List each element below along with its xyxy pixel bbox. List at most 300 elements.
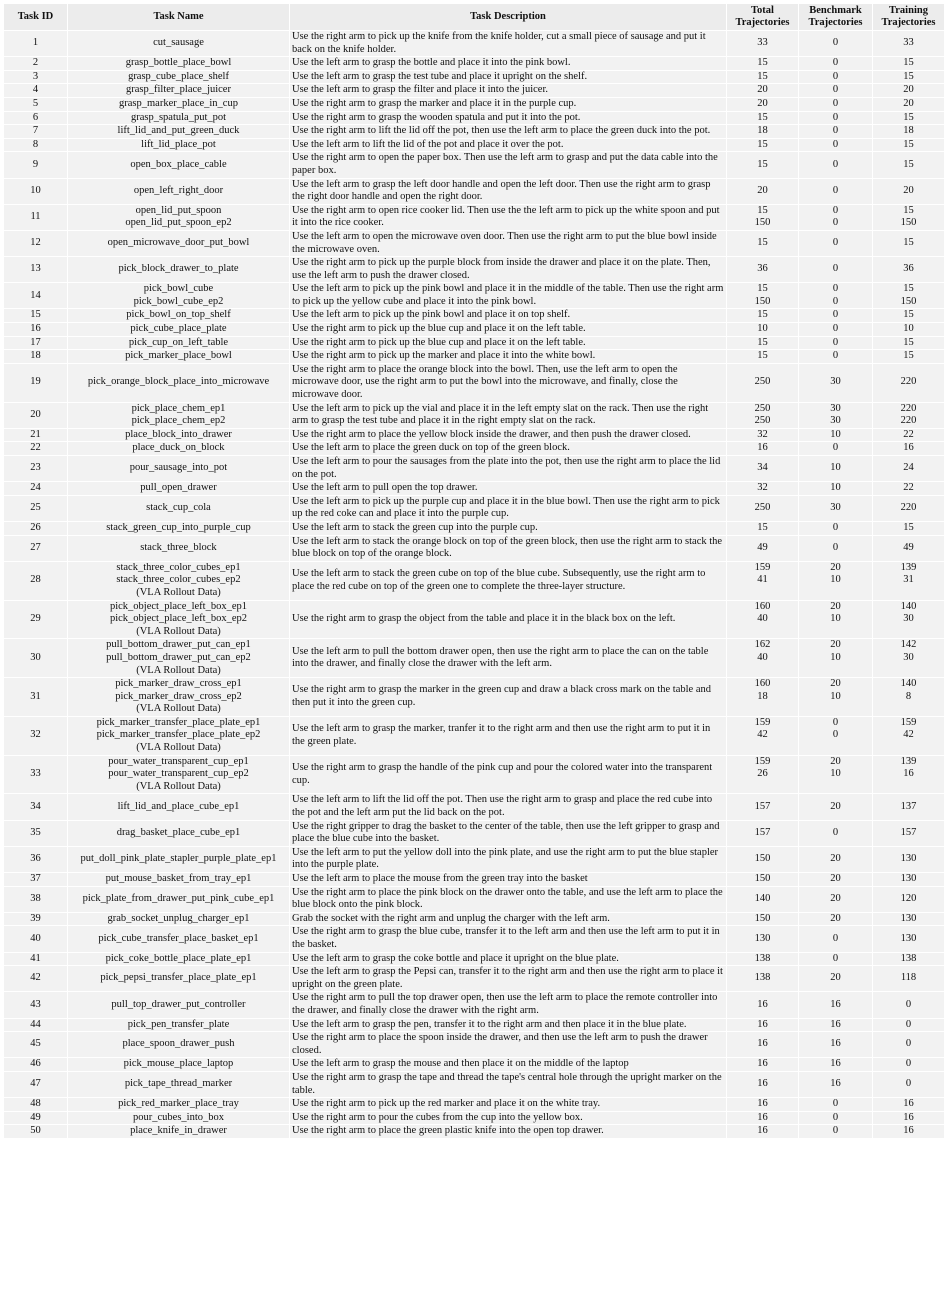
training-trajectories-cell	[873, 926, 945, 952]
training-trajectories-value: 20	[903, 184, 914, 196]
task-description-cell: Use the right arm to lift the lid off the pot, then use the left arm to place the green duck into the pot.	[290, 125, 727, 139]
benchmark-trajectories-value: 20	[830, 853, 841, 865]
task-name-cell	[68, 535, 290, 561]
task-table-body	[4, 31, 945, 1139]
task-name-cell	[68, 257, 290, 283]
training-trajectories-value: 220	[900, 376, 917, 388]
task-description-cell: Use the left arm to open the microwave oven door. Then use the right arm to put the blue bowl inside the microwave oven.	[290, 230, 727, 256]
task-name-cell	[68, 57, 290, 71]
task-id-cell: 3	[4, 70, 68, 84]
task-description-cell: Use the right arm to place the spoon inside the drawer, and then use the left arm to push the drawer closed.	[290, 1032, 727, 1058]
benchmark-trajectories-value: 0	[832, 263, 839, 275]
benchmark-trajectories-cell	[799, 794, 873, 820]
task-description-cell: Use the left arm to place the green duck on top of the green block.	[290, 442, 727, 456]
total-trajectories-value: 18	[757, 690, 768, 702]
task-name-cell	[68, 1018, 290, 1032]
benchmark-trajectories-value: 0	[832, 70, 839, 82]
total-trajectories-cell	[727, 97, 799, 111]
task-name: pick_place_chem_ep1	[131, 402, 226, 414]
task-id-cell: 21	[4, 428, 68, 442]
task-name: pick_pepsi_transfer_place_plate_ep1	[100, 972, 257, 984]
task-id-cell: 46	[4, 1058, 68, 1072]
training-trajectories-cell	[873, 1058, 945, 1072]
task-id-cell: 30	[4, 639, 68, 678]
task-name-cell	[68, 716, 290, 755]
total-trajectories-cell	[727, 84, 799, 98]
task-name-cell	[68, 111, 290, 125]
task-name: place_block_into_drawer	[125, 428, 232, 440]
task-id-cell: 37	[4, 873, 68, 887]
training-trajectories-value: 15	[903, 336, 914, 348]
header-total-line-1: Total	[751, 5, 774, 16]
task-name: pick_cup_on_left_table	[128, 336, 229, 348]
benchmark-trajectories-value: 30	[830, 415, 841, 427]
task-name: open_box_place_cable	[130, 158, 227, 170]
table-row	[4, 283, 945, 309]
benchmark-trajectories-cell	[799, 639, 873, 678]
training-trajectories-value: 8	[905, 690, 912, 702]
header-task-name: Task Name	[68, 4, 290, 31]
benchmark-trajectories-value: 30	[830, 376, 841, 388]
total-trajectories-value: 16	[757, 1018, 768, 1030]
task-description-cell: Use the left arm to grasp the test tube and place it upright on the shelf.	[290, 70, 727, 84]
task-id-cell: 14	[4, 283, 68, 309]
benchmark-trajectories-value: 16	[830, 1018, 841, 1030]
task-description-cell: Use the right arm to grasp the marker and place it in the purple cup.	[290, 97, 727, 111]
total-trajectories-value: 15	[757, 204, 768, 216]
task-name: put_doll_pink_plate_stapler_purple_plate_ep1	[80, 853, 277, 865]
training-trajectories-value: 139	[900, 755, 917, 767]
task-name: put_mouse_basket_from_tray_ep1	[105, 873, 252, 884]
training-trajectories-value: 130	[900, 853, 917, 865]
training-trajectories-value: 24	[903, 462, 914, 474]
training-trajectories-value: 140	[900, 600, 917, 612]
task-name-cell	[68, 678, 290, 717]
task-description-cell: Use the left arm to stack the green cup into the purple cup.	[290, 521, 727, 535]
training-trajectories-cell	[873, 755, 945, 794]
task-id-cell: 41	[4, 952, 68, 966]
benchmark-trajectories-value: 0	[832, 57, 839, 69]
header-bench-line-2: Trajectories	[808, 17, 863, 28]
total-trajectories-cell	[727, 886, 799, 912]
benchmark-trajectories-cell	[799, 561, 873, 600]
task-description-cell: Use the right arm to grasp the marker in the green cup and draw a black cross mark on the table and then put it into the green cup.	[290, 678, 727, 717]
total-trajectories-cell	[727, 639, 799, 678]
training-trajectories-value: 0	[905, 1058, 912, 1070]
table-row	[4, 820, 945, 846]
task-name: pick_cube_transfer_place_basket_ep1	[98, 932, 259, 944]
task-description-cell: Use the right arm to grasp the wooden spatula and put it into the pot.	[290, 111, 727, 125]
total-trajectories-value: 130	[754, 932, 771, 944]
benchmark-trajectories-value: 0	[832, 336, 839, 348]
benchmark-trajectories-value: 0	[832, 323, 839, 335]
total-trajectories-cell	[727, 442, 799, 456]
benchmark-trajectories-cell	[799, 678, 873, 717]
task-id-cell: 27	[4, 535, 68, 561]
task-id-cell: 25	[4, 495, 68, 521]
benchmark-trajectories-cell	[799, 309, 873, 323]
benchmark-trajectories-value: 10	[830, 462, 841, 474]
total-trajectories-cell	[727, 178, 799, 204]
benchmark-trajectories-value: 0	[832, 826, 839, 838]
header-train-line-2: Trajectories	[881, 17, 936, 28]
table-row	[4, 428, 945, 442]
total-trajectories-cell	[727, 755, 799, 794]
training-trajectories-value: 157	[900, 826, 917, 838]
training-trajectories-cell	[873, 521, 945, 535]
training-trajectories-value: 139	[900, 561, 917, 573]
task-name: pour_cubes_into_box	[133, 1111, 224, 1123]
task-description-cell: Use the left arm to pull the bottom drawer open, then use the right arm to place the can on the table into the drawer, and finally close the drawer with the left arm.	[290, 639, 727, 678]
benchmark-trajectories-value: 30	[830, 502, 841, 514]
table-row	[4, 456, 945, 482]
training-trajectories-cell	[873, 70, 945, 84]
benchmark-trajectories-value: 20	[830, 892, 841, 904]
training-trajectories-value: 159	[900, 716, 917, 728]
task-description-cell: Use the left arm to grasp the coke bottle and place it upright on the blue plate.	[290, 952, 727, 966]
total-trajectories-cell	[727, 111, 799, 125]
benchmark-trajectories-value: 0	[832, 97, 839, 109]
task-id-cell: 31	[4, 678, 68, 717]
total-trajectories-cell	[727, 535, 799, 561]
total-trajectories-cell	[727, 716, 799, 755]
table-row	[4, 57, 945, 71]
training-trajectories-cell	[873, 1111, 945, 1125]
benchmark-trajectories-cell	[799, 84, 873, 98]
total-trajectories-value: 16	[757, 1098, 768, 1110]
total-trajectories-value: 20	[757, 97, 768, 109]
benchmark-trajectories-cell	[799, 1098, 873, 1112]
task-name-cell	[68, 794, 290, 820]
benchmark-trajectories-value: 0	[832, 1125, 839, 1137]
task-name: grasp_spatula_put_pot	[130, 111, 227, 123]
task-name: pour_water_transparent_cup_ep2	[108, 768, 249, 780]
task-description-cell: Use the left arm to grasp the left door handle and open the left door. Then use the right arm to grasp the right door handle and open the right door.	[290, 178, 727, 204]
benchmark-trajectories-value: 0	[832, 217, 839, 229]
task-description-cell: Use the right arm to pull the top drawer open, then use the left arm to place the remote controller into the drawer, and finally close the drawer with the right arm.	[290, 992, 727, 1018]
training-trajectories-value: 15	[903, 237, 914, 249]
table-row	[4, 1098, 945, 1112]
benchmark-trajectories-value: 10	[830, 428, 841, 440]
task-id-cell: 5	[4, 97, 68, 111]
benchmark-trajectories-cell	[799, 926, 873, 952]
training-trajectories-value: 22	[903, 428, 914, 440]
table-row	[4, 755, 945, 794]
training-trajectories-cell	[873, 482, 945, 496]
training-trajectories-value: 0	[905, 998, 912, 1010]
total-trajectories-value: 15	[757, 336, 768, 348]
total-trajectories-value: 34	[757, 462, 768, 474]
total-trajectories-value: 160	[754, 678, 771, 690]
table-row	[4, 678, 945, 717]
task-description-cell: Use the right arm to grasp the tape and thread the tape's central hole through the upright marker on the table.	[290, 1071, 727, 1097]
total-trajectories-cell	[727, 204, 799, 230]
table-row	[4, 1125, 945, 1139]
benchmark-trajectories-cell	[799, 820, 873, 846]
task-id-cell: 32	[4, 716, 68, 755]
benchmark-trajectories-cell	[799, 873, 873, 887]
training-trajectories-cell	[873, 257, 945, 283]
task-name: drag_basket_place_cube_ep1	[116, 826, 241, 838]
training-trajectories-cell	[873, 336, 945, 350]
task-name: (VLA Rollout Data)	[136, 586, 221, 598]
task-name: pick_mouse_place_laptop	[123, 1058, 234, 1070]
total-trajectories-cell	[727, 873, 799, 887]
total-trajectories-value: 41	[757, 574, 768, 586]
table-row	[4, 912, 945, 926]
training-trajectories-value: 130	[900, 932, 917, 944]
benchmark-trajectories-cell	[799, 1071, 873, 1097]
benchmark-trajectories-cell	[799, 886, 873, 912]
training-trajectories-cell	[873, 678, 945, 717]
training-trajectories-value: 0	[905, 1018, 912, 1030]
training-trajectories-value: 15	[903, 309, 914, 321]
task-name: pour_water_transparent_cup_ep1	[108, 755, 249, 767]
task-name-cell	[68, 309, 290, 323]
task-id-cell: 11	[4, 204, 68, 230]
task-name-cell	[68, 952, 290, 966]
table-row	[4, 482, 945, 496]
header-bench-line-1: Benchmark	[809, 5, 862, 16]
task-name-cell	[68, 561, 290, 600]
total-trajectories-value: 250	[754, 415, 771, 427]
training-trajectories-cell	[873, 966, 945, 992]
task-description-cell: Use the left arm to pour the sausages from the plate into the pot, then use the right arm to place the lid on the pot.	[290, 456, 727, 482]
total-trajectories-value: 159	[754, 561, 771, 573]
total-trajectories-cell	[727, 1098, 799, 1112]
task-name: pull_top_drawer_put_controller	[111, 998, 246, 1010]
task-name: pick_place_chem_ep2	[131, 415, 226, 427]
total-trajectories-value: 16	[757, 1078, 768, 1090]
training-trajectories-cell	[873, 428, 945, 442]
task-id-cell: 2	[4, 57, 68, 71]
benchmark-trajectories-value: 20	[830, 561, 841, 573]
total-trajectories-value: 16	[757, 1125, 768, 1137]
total-trajectories-value: 150	[754, 853, 771, 865]
total-trajectories-value: 15	[757, 111, 768, 123]
table-row	[4, 926, 945, 952]
task-name-cell	[68, 84, 290, 98]
total-trajectories-value: 20	[757, 184, 768, 196]
benchmark-trajectories-cell	[799, 912, 873, 926]
training-trajectories-value: 16	[903, 768, 914, 780]
task-id-cell: 10	[4, 178, 68, 204]
benchmark-trajectories-cell	[799, 1018, 873, 1032]
training-trajectories-cell	[873, 561, 945, 600]
benchmark-trajectories-value: 16	[830, 1038, 841, 1050]
training-trajectories-cell	[873, 495, 945, 521]
task-id-cell: 42	[4, 966, 68, 992]
task-id-cell: 8	[4, 138, 68, 152]
header-task-description: Task Description	[290, 4, 727, 31]
benchmark-trajectories-value: 0	[832, 309, 839, 321]
task-name-cell	[68, 482, 290, 496]
training-trajectories-cell	[873, 178, 945, 204]
training-trajectories-cell	[873, 350, 945, 364]
task-description-cell: Use the left arm to stack the green cube on top of the blue cube. Subsequently, use the right arm to place the red cube on top of the green one to complete the three-layer structure.	[290, 561, 727, 600]
task-id-cell: 44	[4, 1018, 68, 1032]
training-trajectories-value: 18	[903, 125, 914, 137]
benchmark-trajectories-value: 0	[832, 442, 839, 454]
task-id-cell: 49	[4, 1111, 68, 1125]
training-trajectories-cell	[873, 402, 945, 428]
total-trajectories-cell	[727, 600, 799, 639]
task-id-cell: 35	[4, 820, 68, 846]
training-trajectories-value: 15	[903, 111, 914, 123]
table-row	[4, 846, 945, 872]
task-name-cell	[68, 283, 290, 309]
total-trajectories-cell	[727, 1018, 799, 1032]
task-name-cell	[68, 178, 290, 204]
total-trajectories-cell	[727, 257, 799, 283]
task-name: (VLA Rollout Data)	[136, 703, 221, 715]
benchmark-trajectories-value: 0	[832, 204, 839, 216]
training-trajectories-value: 36	[903, 263, 914, 275]
benchmark-trajectories-value: 20	[830, 972, 841, 984]
task-id-cell: 26	[4, 521, 68, 535]
benchmark-trajectories-cell	[799, 846, 873, 872]
training-trajectories-cell	[873, 442, 945, 456]
task-description-cell: Use the left arm to place the mouse from the green tray into the basket	[290, 873, 727, 887]
task-name: stack_three_color_cubes_ep2	[116, 574, 241, 586]
total-trajectories-value: 160	[754, 600, 771, 612]
training-trajectories-cell	[873, 204, 945, 230]
task-name: pick_coke_bottle_place_plate_ep1	[105, 952, 252, 964]
training-trajectories-cell	[873, 952, 945, 966]
table-row	[4, 84, 945, 98]
task-id-cell: 39	[4, 912, 68, 926]
training-trajectories-value: 15	[903, 204, 914, 216]
benchmark-trajectories-value: 0	[832, 84, 839, 96]
training-trajectories-value: 20	[903, 84, 914, 96]
task-name: pick_plate_from_drawer_put_pink_cube_ep1	[82, 892, 275, 904]
task-name-cell	[68, 442, 290, 456]
task-id-cell: 24	[4, 482, 68, 496]
task-name-cell	[68, 323, 290, 337]
task-name-cell	[68, 31, 290, 57]
benchmark-trajectories-cell	[799, 952, 873, 966]
training-trajectories-value: 49	[903, 541, 914, 553]
task-description-cell: Use the right arm to grasp the blue cube, transfer it to the left arm and then use the left arm to put it in the basket.	[290, 926, 727, 952]
training-trajectories-cell	[873, 1032, 945, 1058]
task-name: lift_lid_place_pot	[141, 138, 216, 150]
task-description-cell: Use the right arm to open rice cooker lid. Then use the the left arm to pick up the white spoon and put it into the rice cooker.	[290, 204, 727, 230]
benchmark-trajectories-cell	[799, 257, 873, 283]
task-name: pick_bowl_cube	[143, 283, 214, 295]
total-trajectories-value: 42	[757, 729, 768, 741]
total-trajectories-value: 150	[754, 295, 771, 307]
total-trajectories-value: 36	[757, 263, 768, 275]
training-trajectories-value: 220	[900, 502, 917, 514]
total-trajectories-value: 15	[757, 521, 768, 533]
task-id-cell: 13	[4, 257, 68, 283]
task-name: pick_bowl_on_top_shelf	[126, 309, 231, 321]
task-name-cell	[68, 1032, 290, 1058]
total-trajectories-value: 150	[754, 873, 771, 884]
total-trajectories-cell	[727, 350, 799, 364]
total-trajectories-cell	[727, 912, 799, 926]
task-id-cell: 33	[4, 755, 68, 794]
task-description-cell: Use the left arm to grasp the filter and place it into the juicer.	[290, 84, 727, 98]
total-trajectories-value: 16	[757, 1058, 768, 1070]
task-name: open_microwave_door_put_bowl	[107, 237, 250, 249]
training-trajectories-value: 31	[903, 574, 914, 586]
training-trajectories-cell	[873, 323, 945, 337]
total-trajectories-cell	[727, 230, 799, 256]
task-id-cell: 12	[4, 230, 68, 256]
total-trajectories-cell	[727, 926, 799, 952]
task-id-cell: 17	[4, 336, 68, 350]
table-row	[4, 442, 945, 456]
task-name: cut_sausage	[153, 37, 204, 49]
table-row	[4, 716, 945, 755]
total-trajectories-value: 159	[754, 755, 771, 767]
benchmark-trajectories-value: 10	[830, 690, 841, 702]
task-description-cell: Use the right arm to pick up the blue cup and place it on the left table.	[290, 336, 727, 350]
total-trajectories-value: 138	[754, 952, 771, 964]
total-trajectories-cell	[727, 495, 799, 521]
task-name: grasp_bottle_place_bowl	[125, 57, 232, 69]
table-row	[4, 952, 945, 966]
task-description-cell: Use the left arm to grasp the mouse and then place it on the middle of the laptop	[290, 1058, 727, 1072]
task-name-cell	[68, 755, 290, 794]
task-name: pull_open_drawer	[140, 482, 217, 494]
total-trajectories-cell	[727, 428, 799, 442]
training-trajectories-value: 118	[900, 972, 917, 984]
total-trajectories-cell	[727, 992, 799, 1018]
total-trajectories-cell	[727, 952, 799, 966]
total-trajectories-value: 157	[754, 800, 771, 812]
training-trajectories-value: 220	[900, 415, 917, 427]
benchmark-trajectories-value: 20	[830, 678, 841, 690]
task-description-cell: Use the right arm to place the pink block on the drawer onto the table, and use the left arm to place the blue block onto the pink block.	[290, 886, 727, 912]
training-trajectories-value: 33	[903, 37, 914, 49]
task-name-cell	[68, 912, 290, 926]
task-id-cell: 40	[4, 926, 68, 952]
task-name: pick_object_place_left_box_ep1	[109, 600, 248, 612]
table-row	[4, 886, 945, 912]
task-id-cell: 47	[4, 1071, 68, 1097]
benchmark-trajectories-cell	[799, 178, 873, 204]
benchmark-trajectories-cell	[799, 283, 873, 309]
training-trajectories-value: 16	[903, 1098, 914, 1110]
header-train-line-1: Training	[889, 5, 928, 16]
training-trajectories-value: 15	[903, 283, 914, 295]
task-name-cell	[68, 402, 290, 428]
task-name-cell	[68, 639, 290, 678]
table-row	[4, 535, 945, 561]
task-name-cell	[68, 97, 290, 111]
table-row	[4, 138, 945, 152]
table-row	[4, 336, 945, 350]
table-row	[4, 1111, 945, 1125]
benchmark-trajectories-value: 20	[830, 755, 841, 767]
total-trajectories-value: 40	[757, 613, 768, 625]
total-trajectories-value: 32	[757, 482, 768, 494]
total-trajectories-value: 250	[754, 376, 771, 388]
task-id-cell: 7	[4, 125, 68, 139]
task-id-cell: 4	[4, 84, 68, 98]
task-id-cell: 38	[4, 886, 68, 912]
training-trajectories-value: 130	[900, 912, 917, 924]
table-row	[4, 350, 945, 364]
benchmark-trajectories-value: 0	[832, 1098, 839, 1110]
task-name-cell	[68, 350, 290, 364]
benchmark-trajectories-cell	[799, 97, 873, 111]
total-trajectories-cell	[727, 846, 799, 872]
task-description-cell: Use the right arm to place the green plastic knife into the open top drawer.	[290, 1125, 727, 1139]
task-description-cell: Use the left arm to stack the orange block on top of the green block, then use the right arm to stack the blue block on top of the orange block.	[290, 535, 727, 561]
